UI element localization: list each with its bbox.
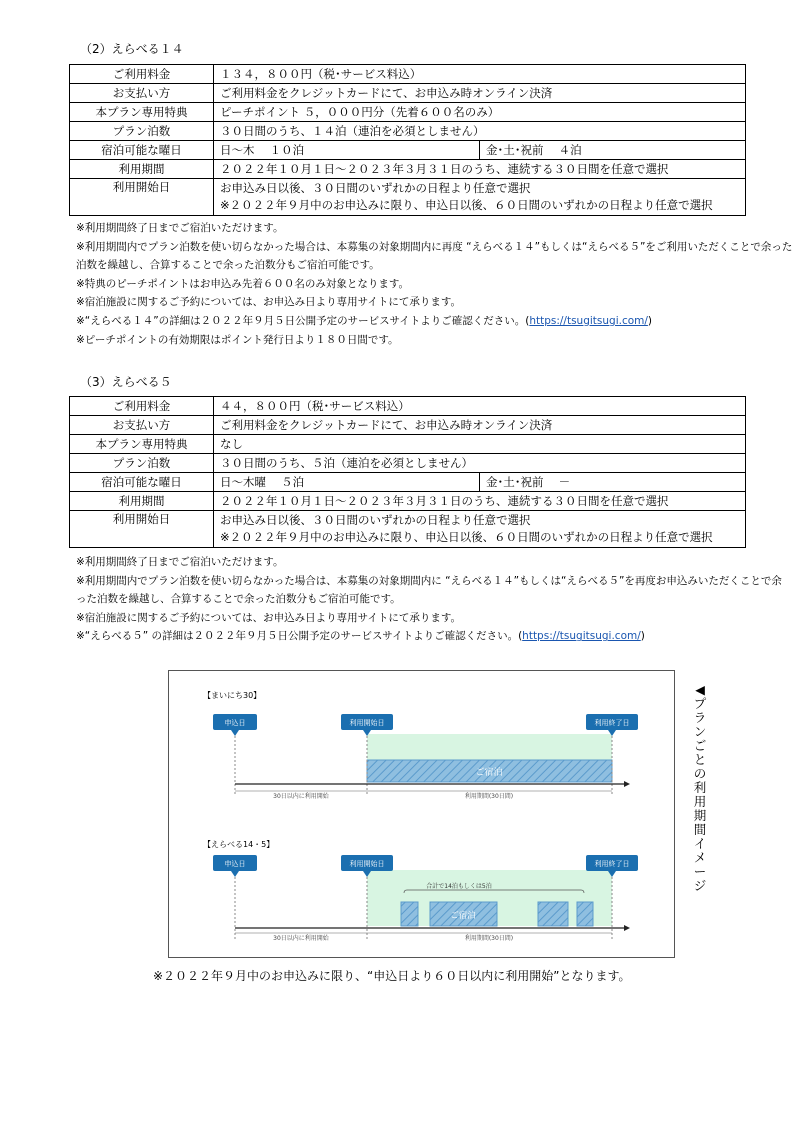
row-label: プラン泊数 [70,454,214,473]
table-row [70,141,746,160]
note-with-link [76,312,776,331]
note: ※利用期間内でプラン泊数を使い切らなかった場合は、本募集の対象期間内に再度 “えらべる１４”もしくは“えらべる５”をご利用いただくことで余った [76,240,793,253]
plan-b-title: 【えらべる14・5】 [203,840,275,849]
note: った泊数を繰越し、合算することで余った泊数分もご宿泊可能です。 [76,593,401,606]
row-value-line2: ※２０２２年９月中のお申込みに限り、申込日以後、６０日間のいずれかの日程より任意で選択 [220,198,713,212]
apply-marker [213,855,257,877]
row-label: 宿泊可能な曜日 [70,141,214,160]
stay-block [577,902,593,926]
stay-label: ご宿泊 [450,911,476,921]
row-value: ご利用料金をクレジットカードにて、お申込み時オンライン決済 [214,84,746,103]
note-text: ※“えらべる５” の詳細は２０２２年９月５日公開予定のサービスサイトよりご確認ください。( [76,630,523,643]
row-value: １３４，８００円（税･サービス料込） [214,65,746,84]
apply-label: 申込日 [224,719,246,727]
table-row [70,103,746,122]
diagram-caption: ※２０２２年９月中のお申込みに限り、“申込日より６０日以内に利用開始”となります。 [153,969,631,983]
row-label: プラン泊数 [70,122,214,141]
note: ※宿泊施設に関するご予約については、お申込み日より専用サイトにて承ります。 [76,296,462,309]
table-row [70,511,746,548]
row-value: 日～木 １０泊 [214,141,480,160]
note: ※宿泊施設に関するご予約については、お申込み日より専用サイトにて承ります。 [76,611,462,624]
row-value: ３０日間のうち、５泊（連泊を必須としません） [214,454,746,473]
note-close: ) [647,314,653,327]
end-label: 利用終了日 [594,860,630,868]
notes-erabu5 [76,553,782,646]
row-value-weekend: 金･土･祝前 － [480,473,746,492]
table-row [70,122,746,141]
row-value-line1: お申込み日以後、３０日間のいずれかの日程より任意で選択 [220,181,531,195]
table-row [70,65,746,84]
section-title-erabu5: （3）えらべる５ [80,375,172,389]
stay-label: ご宿泊 [475,768,503,778]
plan-table-erabu14 [69,64,746,216]
period-label: 利用期間(30日間) [464,793,514,800]
plan-a-title: 【まいにち30】 [203,691,262,700]
apply-label: 申込日 [224,860,246,868]
apply-marker [213,714,257,736]
row-label: 宿泊可能な曜日 [70,473,214,492]
table-row [70,397,746,416]
total-label: 合計で14泊もしくは5泊 [426,883,492,890]
row-value: ２０２２年１０月１日～２０２３年３月３１日のうち、連続する３０日間を任意で選択 [214,492,746,511]
row-label: 利用期間 [70,492,214,511]
note-text: ※“えらべる１４”の詳細は２０２２年９月５日公開予定のサービスサイトよりご確認ください。( [76,314,530,327]
row-label: 利用開始日 [70,179,214,216]
row-value: ピーチポイント ５，０００円分（先着６００名のみ） [214,103,746,122]
row-label: お支払い方 [70,84,214,103]
note: 泊数を繰越し、合算することで余った泊数分もご宿泊可能です。 [76,259,380,272]
service-site-link[interactable]: https://tsugitsugi.com/ [529,314,648,327]
table-row [70,84,746,103]
row-value: 日～木曜 ５泊 [214,473,480,492]
note: ※利用期間内でプラン泊数を使い切らなかった場合は、本募集の対象期間内に “えらべる１４”もしくは“えらべる５”を再度お申込みいただくことで余 [76,574,782,587]
table-row [70,435,746,454]
row-label: 本プラン専用特典 [70,435,214,454]
row-value: ご利用料金をクレジットカードにて、お申込み時オンライン決済 [214,416,746,435]
within30-label: 30日以内に利用開始 [273,935,329,942]
diagram-svg [169,671,674,957]
table-row [70,492,746,511]
note: ※特典のピーチポイントはお申込み先着６００名のみ対象となります。 [76,277,410,290]
row-value: ３０日間のうち、１４泊（連泊を必須としません） [214,122,746,141]
period-label: 利用期間(30日間) [464,935,514,942]
row-label: 利用開始日 [70,511,214,548]
table-row [70,160,746,179]
end-label: 利用終了日 [594,719,630,727]
table-row [70,473,746,492]
row-value-weekend: 金･土･祝前 ４泊 [480,141,746,160]
start-label: 利用開始日 [349,860,385,868]
within30-label: 30日以内に利用開始 [273,793,329,800]
table-row [70,179,746,216]
note: ※利用期間終了日までご宿泊いただけます。 [76,222,284,234]
note: ※ピーチポイントの有効期限はポイント発行日より１８０日間です。 [76,333,399,346]
notes-erabu14 [76,219,793,349]
note-close: ) [640,630,645,643]
row-value: ２０２２年１０月１日～２０２３年３月３１日のうち、連続する３０日間を任意で選択 [214,160,746,179]
row-label: お支払い方 [70,416,214,435]
row-value-multiline [214,511,746,548]
row-value: ４４，８００円（税･サービス料込） [214,397,746,416]
note-with-link [76,627,776,646]
row-label: ご利用料金 [70,397,214,416]
row-value-multiline [214,179,746,216]
row-label: 本プラン専用特典 [70,103,214,122]
diagram-side-label: ◀プランごとの利用期間イメージ [693,682,707,893]
section-title-erabu14: （2）えらべる１４ [80,42,184,56]
end-marker [586,714,638,736]
stay-block [538,902,568,926]
start-marker [341,714,393,736]
row-value: なし [214,435,746,454]
table-row [70,416,746,435]
service-site-link[interactable]: https://tsugitsugi.com/ [522,630,641,643]
note: ※利用期間終了日までご宿泊いただけます。 [76,556,284,568]
stay-block [401,902,418,926]
start-label: 利用開始日 [349,719,385,727]
row-label: ご利用料金 [70,65,214,84]
plan-table-erabu5 [69,396,746,548]
row-label: 利用期間 [70,160,214,179]
row-value-line2: ※２０２２年９月中のお申込みに限り、申込日以後、６０日間のいずれかの日程より任意で選択 [220,530,713,544]
row-value-line1: お申込み日以後、３０日間のいずれかの日程より任意で選択 [220,513,531,527]
usage-period-diagram [168,670,675,958]
table-row [70,454,746,473]
